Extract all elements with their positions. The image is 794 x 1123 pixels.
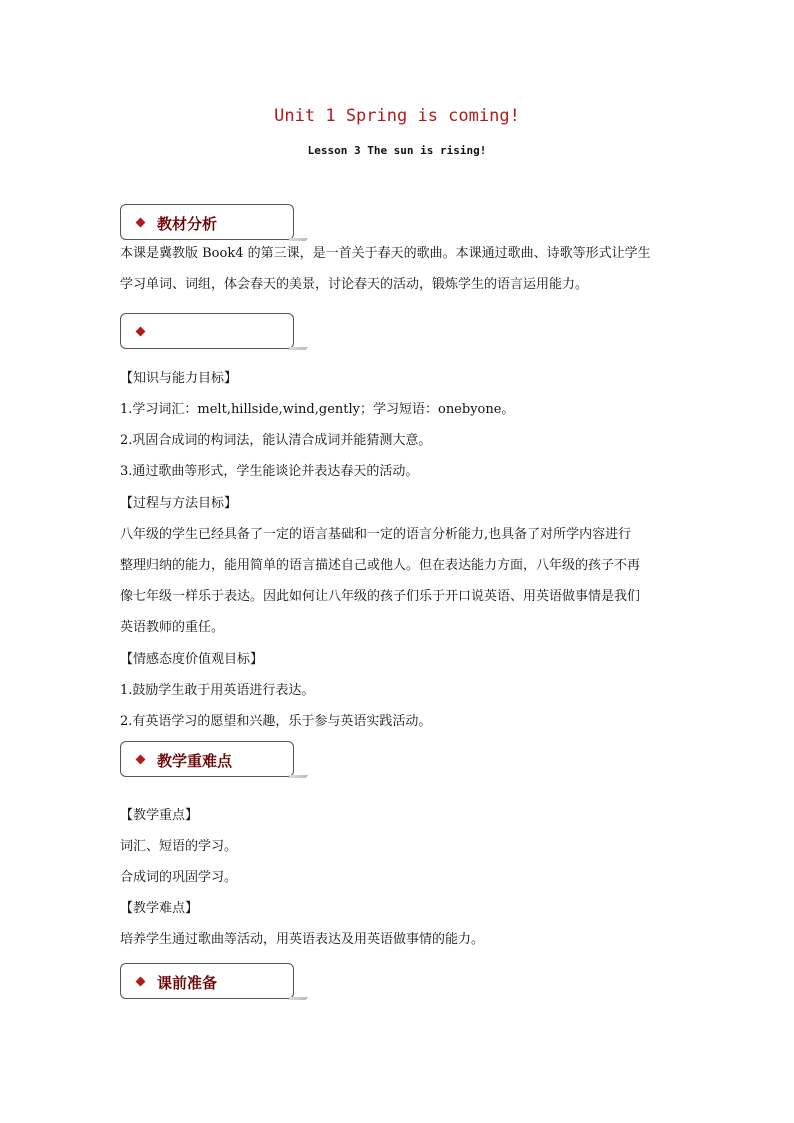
diamond-bullet-icon [136, 327, 146, 337]
section-header-objectives [120, 313, 294, 349]
list-item: 合成词的巩固学习。 [120, 870, 238, 885]
subheading: 【知识与能力目标】 [120, 371, 238, 386]
section-heading: 教学重难点 [157, 752, 233, 770]
diamond-bullet-icon [136, 218, 146, 228]
list-item: 词汇、短语的学习。 [120, 839, 238, 854]
list-item: 3.通过歌曲等形式，学生能谈论并表达春天的活动。 [120, 464, 419, 479]
document-subtitle: Lesson 3 The sun is rising! [307, 144, 487, 157]
section-header-key-points [120, 741, 294, 777]
subheading: 【过程与方法目标】 [120, 496, 238, 511]
paragraph-line: 八年级的学生已经具备了一定的语言基础和一定的语言分析能力,也具备了对所学内容进行 [120, 527, 632, 542]
paragraph-line: 整理归纳的能力，能用简单的语言描述自己或他人。但在表达能力方面，八年级的孩子不再 [120, 558, 641, 573]
list-item: 1.学习词汇：melt,hillside,wind,gently；学习短语：onebyone。 [120, 402, 515, 417]
section-heading: 教材分析 [157, 215, 218, 233]
section-heading: 课前准备 [157, 974, 218, 992]
subheading: 【教学难点】 [120, 901, 199, 916]
section-header-analysis [120, 204, 294, 240]
diamond-bullet-icon [136, 977, 146, 987]
paragraph-line: 学习单词、词组，体会春天的美景，讨论春天的活动，锻炼学生的语言运用能力。 [120, 277, 589, 292]
list-item: 培养学生通过歌曲等活动，用英语表达及用英语做事情的能力。 [120, 932, 485, 947]
list-item: 2.有英语学习的愿望和兴趣，乐于参与英语实践活动。 [120, 714, 432, 729]
paragraph-line: 本课是冀教版 Book4 的第三课，是一首关于春天的歌曲。本课通过歌曲、诗歌等形式让学生 [120, 246, 651, 261]
diamond-bullet-icon [136, 755, 146, 765]
subheading: 【情感态度价值观目标】 [120, 652, 264, 667]
document-title: Unit 1 Spring is coming! [274, 106, 520, 126]
paragraph-line: 英语教师的重任。 [120, 620, 225, 635]
list-item: 2.巩固合成词的构词法，能认清合成词并能猜测大意。 [120, 433, 432, 448]
section-header-preparation [120, 963, 294, 999]
paragraph-line: 像七年级一样乐于表达。因此如何让八年级的孩子们乐于开口说英语、用英语做事情是我们 [120, 589, 641, 604]
list-item: 1.鼓励学生敢于用英语进行表达。 [120, 683, 315, 698]
subheading: 【教学重点】 [120, 808, 199, 823]
